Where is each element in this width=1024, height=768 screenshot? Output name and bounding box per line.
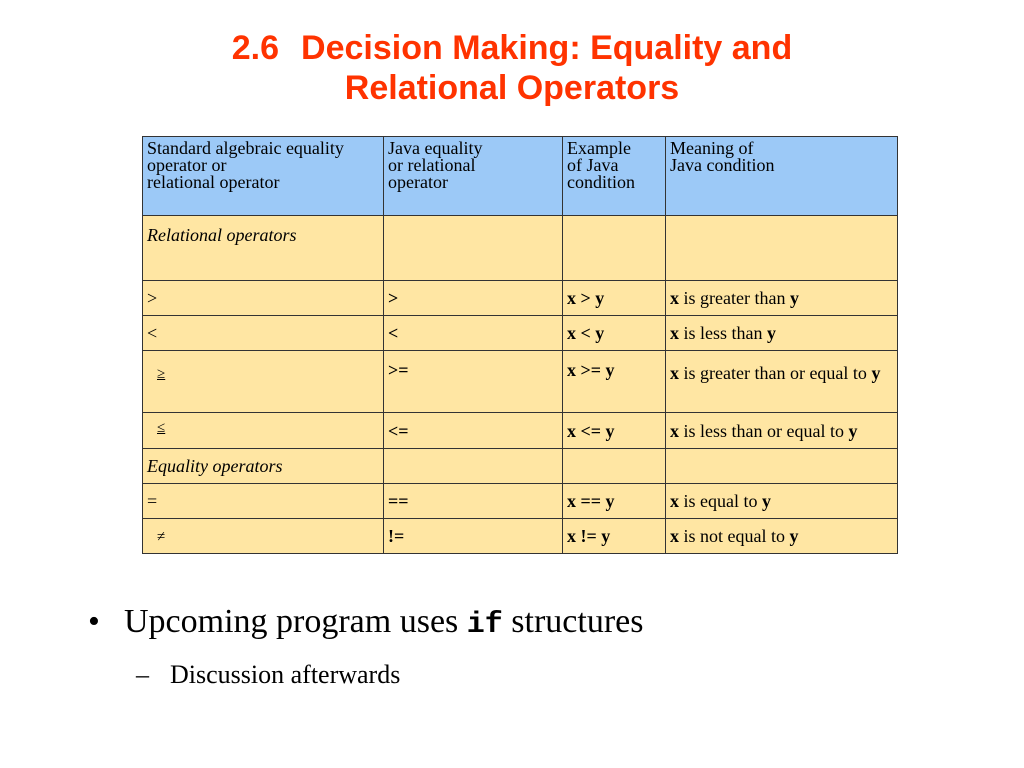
table-row	[143, 484, 898, 519]
java-example: x == y	[563, 484, 666, 519]
code-if: if	[466, 608, 503, 642]
dash-icon: –	[136, 660, 149, 689]
header-java-operator: Java equality or relational operator	[384, 137, 563, 216]
java-operator: ==	[384, 484, 563, 519]
bullet-sub: – Discussion afterwards	[136, 657, 643, 693]
algebraic-operator: <	[143, 316, 384, 351]
table-row	[143, 519, 898, 554]
section-label-equality: Equality operators	[143, 449, 384, 484]
java-example: x <= y	[563, 413, 666, 449]
java-example: x > y	[563, 281, 666, 316]
algebraic-operator: ≤	[143, 413, 384, 449]
title-line2: Relational Operators	[344, 69, 680, 107]
meaning: x is greater than y	[666, 281, 898, 316]
title-line1: Decision Making: Equality and	[301, 29, 793, 67]
bullet-dot-icon: •	[88, 603, 100, 640]
table-row	[143, 281, 898, 316]
java-example: x != y	[563, 519, 666, 554]
java-operator: >	[384, 281, 563, 316]
java-example: x < y	[563, 316, 666, 351]
bullet-list	[88, 600, 643, 693]
operators-table	[142, 136, 898, 554]
meaning: x is less than or equal to y	[666, 413, 898, 449]
meaning: x is not equal to y	[666, 519, 898, 554]
header-algebraic: Standard algebraic equality operator or relational operator	[143, 137, 384, 216]
meaning: x is equal to y	[666, 484, 898, 519]
header-example: Example of Java condition	[563, 137, 666, 216]
algebraic-operator: >	[143, 281, 384, 316]
algebraic-operator: =	[143, 484, 384, 519]
java-example: x >= y	[563, 351, 666, 413]
java-operator: !=	[384, 519, 563, 554]
meaning: x is less than y	[666, 316, 898, 351]
algebraic-operator: ≠	[143, 519, 384, 554]
header-meaning: Meaning of Java condition	[666, 137, 898, 216]
table-row	[143, 316, 898, 351]
section-label-relational: Relational operators	[143, 216, 384, 281]
algebraic-operator: ≥	[143, 351, 384, 413]
java-operator: <=	[384, 413, 563, 449]
bullet-main: • Upcoming program uses if structures	[88, 600, 643, 647]
table-row	[143, 351, 898, 413]
table-row	[143, 413, 898, 449]
meaning: x is greater than or equal to y	[666, 351, 898, 413]
table-header-row	[143, 137, 898, 216]
java-operator: <	[384, 316, 563, 351]
title-number: 2.6	[231, 29, 280, 67]
section-row-equality	[143, 449, 898, 484]
slide-title	[0, 28, 1024, 108]
java-operator: >=	[384, 351, 563, 413]
section-row-relational	[143, 216, 898, 281]
